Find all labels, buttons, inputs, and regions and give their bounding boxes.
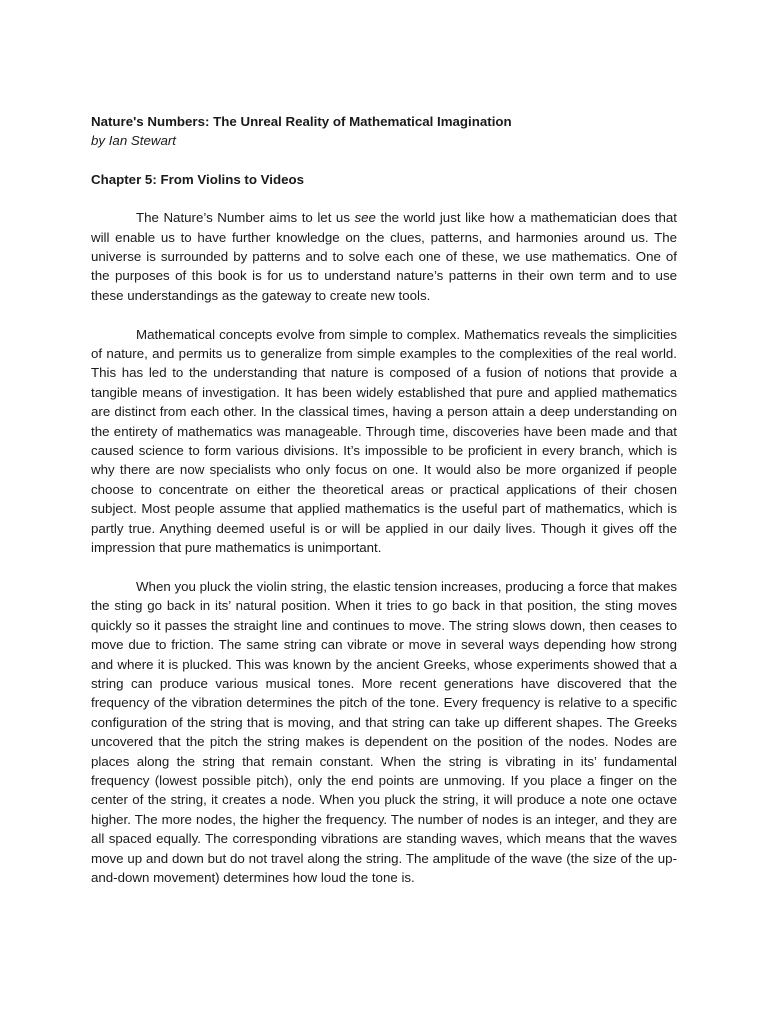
chapter-heading: Chapter 5: From Violins to Videos [91,171,305,187]
paragraph-1 [91,208,677,305]
book-author: by Ian Stewart [91,133,176,149]
paragraph-1-start: The Nature’s Number aims to let us [136,210,355,226]
paragraph-1-emphasis: see [354,210,376,226]
document-page [91,112,677,907]
paragraph-3: When you pluck the violin string, the elastic tension increases, producing a force that makes the sting go back in its’ natural position. When it tries to go back in that position, the sting moves quickly so it passes the straight line and continues to move. The string slows down, then ceases to move due to friction. The same string can vibrate or move in several ways depending how strong and where it is plucked. This was known by the ancient Greeks, whose experiments showed that a string can produce various musical tones. More recent generations have discovered that the frequency of the vibration determines the pitch of the tone. Every frequency is relative to a specific configuration of the string that is moving, and that string can take up different shapes. The Greeks uncovered that the pitch the string makes is dependent on the position of the nodes. Nodes are places along the string that remain constant. When the string is vibrating in its’ fundamental frequency (lowest possible pitch), only the end points are unmoving. If you place a finger on the center of the string, it creates a node. When you pluck the string, it will produce a note one octave higher. The more nodes, the higher the frequency. The number of nodes is an integer, and they are all spaced equally. The corresponding vibrations are standing waves, which means that the waves move up and down but do not travel along the string. The amplitude of the wave (the size of the up-and-down movement) determines how loud the tone is. [91,578,677,885]
book-title: Nature's Numbers: The Unreal Reality of Mathematical Imagination [91,114,512,129]
paragraph-2: Mathematical concepts evolve from simple to complex. Mathematics reveals the simplicities of nature, and permits us to generalize from simple examples to the complexities of the real world. This has led to the understanding that nature is composed of a fusion of notions that provide a tangible means of investigation. It has been widely established that pure and applied mathematics are distinct from each other. In the classical times, having a person attain a deep understanding on the entirety of mathematics was manageable. Through time, discoveries have been made and that caused science to form various divisions. It’s impossible to be proficient in every branch, which is why there are now specialists who only focus on one. It would also be more organized if people choose to concentrate on either the theoretical areas or practical applications of their chosen subject. Most people assume that applied mathematics is the useful part of mathematics, which is partly true. Anything deemed useful is or will be applied in our daily lives. Though it gives off the impression that pure mathematics is unimportant. [91,326,677,556]
paragraph-1-rest: the world just like how a mathematician does that will enable us to have further knowledge on the clues, patterns, and harmonies around us. The universe is surrounded by patterns and to solve each one of these, we use mathematics. One of the purposes of this book is for us to understand nature’s patterns in their own term and to use these understandings as the gateway to create new tools. [91,210,678,303]
